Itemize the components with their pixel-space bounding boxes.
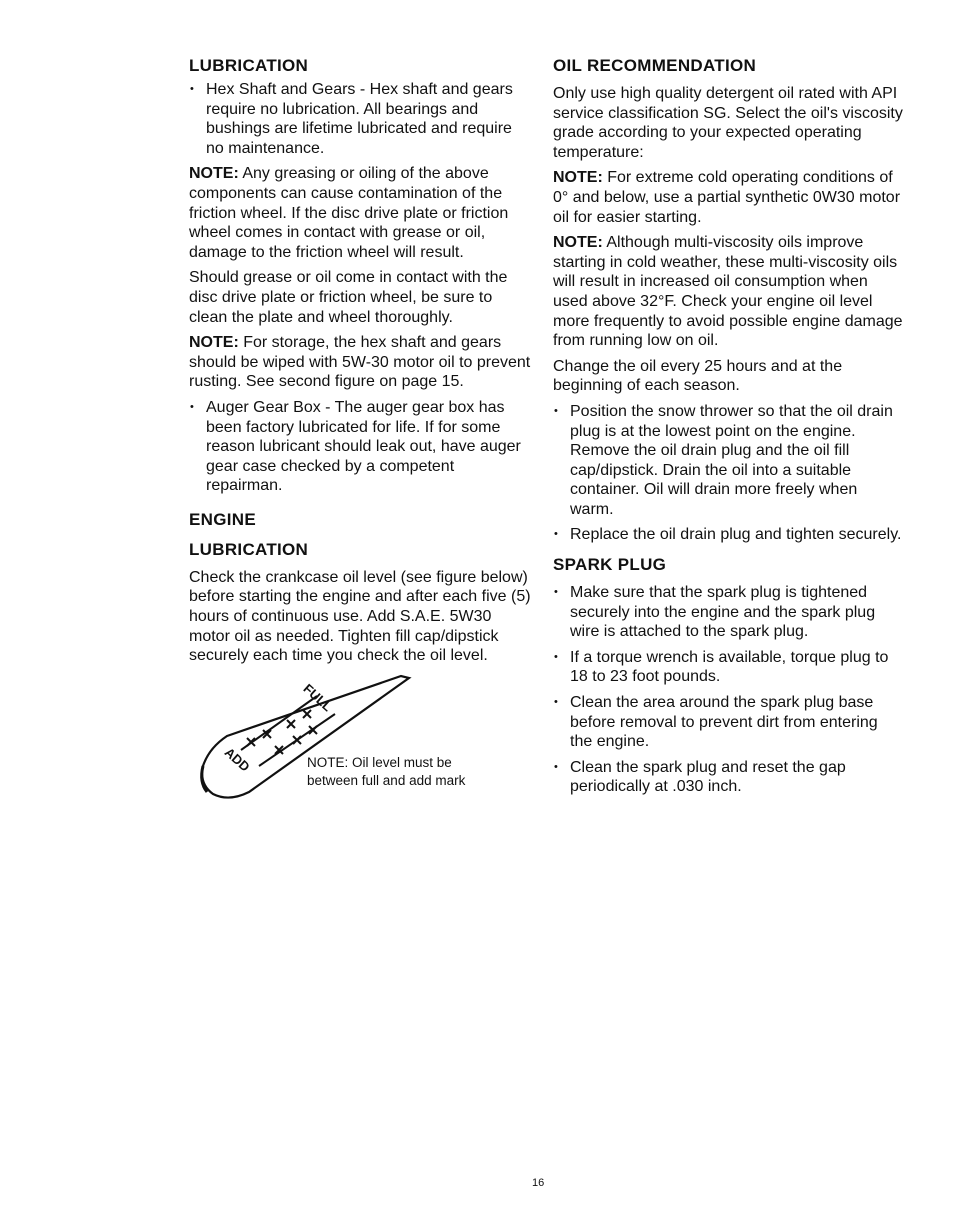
lubrication-heading: LUBRICATION (189, 56, 309, 75)
bullet-text: Hex Shaft and Gears - Hex shaft and gears require no lubrication. All bearings and bushings are lifetime lubricated and require no maintenance. (206, 81, 513, 157)
bullet-text: Auger Gear Box - The auger gear box has been factory lubricated for life. If for some reason lubricant should leak out, have auger gear case checked by a competent repairman. (206, 398, 521, 495)
crankcase-paragraph: Check the crankcase oil level (see figure below) before starting the engine and after each five (5) hours of continuous use. Add S.A.E. 5W30 motor oil as needed. Tighten fill cap/dipstick securely each time you check the oil level. (189, 568, 531, 665)
figure-caption (307, 754, 465, 790)
engine-heading: ENGINE (189, 509, 256, 529)
spark-plug-heading: SPARK PLUG (553, 555, 667, 575)
note-storage: NOTE: For storage, the hex shaft and gears should be wiped with 5W-30 motor oil to prevent rusting. See second figure on page 15. (189, 334, 531, 391)
caption-line: NOTE: Oil level must be (307, 754, 452, 770)
note-greasing: NOTE: Any greasing or oiling of the above components can cause contamination of the friction wheel. If the disc drive plate or friction wheel comes in contact with grease or oil, damage to the friction wheel will result. (189, 165, 509, 261)
oil-rating-paragraph: Only use high quality detergent oil rated with API service classification SG. Select the oil's viscosity grade according to your expected operating temperature: (553, 85, 903, 161)
bullet-replace-plug (553, 525, 903, 545)
bullet-marker: • (554, 696, 558, 709)
note-cold-operation: NOTE: For extreme cold operating conditions of 0° and below, use a partial synthetic 0W30 motor oil for easier starting. (553, 169, 901, 226)
bullet-text: Clean the area around the spark plug base before removal to prevent dirt from entering the engine. (570, 694, 878, 751)
bullet-torque (553, 648, 903, 687)
add-mark-label: ADD (221, 744, 253, 775)
oil-change-paragraph: Change the oil every 25 hours and at the beginning of each season. (553, 357, 843, 395)
caption-line: between full and add mark (307, 772, 466, 788)
engine-lubrication-heading: LUBRICATION (189, 539, 309, 559)
page-number: 16 (532, 1177, 545, 1189)
oil-recommendation-heading: OIL RECOMMENDATION (553, 56, 757, 75)
bullet-drain-oil (553, 402, 903, 520)
dipstick-illustration (189, 674, 534, 814)
right-column (553, 56, 903, 803)
left-column (189, 56, 534, 814)
bullet-hex-shaft (189, 80, 534, 158)
bullet-text: Clean the spark plug and reset the gap periodically at .030 inch. (570, 758, 846, 796)
bullet-reset-gap (553, 758, 903, 797)
bullet-text: Position the snow thrower so that the oil drain plug is at the lowest point on the engine. Remove the oil drain plug and the oil fill cap/dipstick. Drain the oil into a suitable container. Oil will drain more freely when warm. (570, 402, 893, 518)
dipstick-figure (189, 674, 534, 814)
bullet-spark-tight (553, 583, 903, 642)
bullet-marker: • (190, 83, 194, 95)
bullet-text: If a torque wrench is available, torque plug to 18 to 23 foot pounds. (570, 648, 889, 686)
note-multi-viscosity: NOTE: Although multi-viscosity oils improve starting in cold weather, these multi-viscosity oils will result in increased oil consumption when used above 32°F. Check your engine oil level more frequently to avoid possible engine damage from running low on oil. (553, 234, 903, 350)
grease-contact-paragraph: Should grease or oil come in contact with the disc drive plate or friction wheel, be sure to clean the plate and wheel thoroughly. (189, 269, 508, 326)
bullet-clean-area (553, 693, 903, 752)
bullet-marker: • (554, 586, 558, 599)
bullet-text: Make sure that the spark plug is tightened securely into the engine and the spark plug wire is attached to the spark plug. (570, 584, 876, 641)
full-mark-label: FULL (300, 680, 336, 715)
bullet-text: Replace the oil drain plug and tighten securely. (570, 526, 902, 544)
bullet-auger-gear-box (189, 398, 534, 496)
bullet-marker: • (554, 404, 558, 417)
bullet-marker: • (190, 400, 194, 413)
bullet-marker: • (554, 650, 558, 663)
bullet-marker: • (554, 760, 558, 773)
bullet-marker: • (554, 528, 558, 541)
